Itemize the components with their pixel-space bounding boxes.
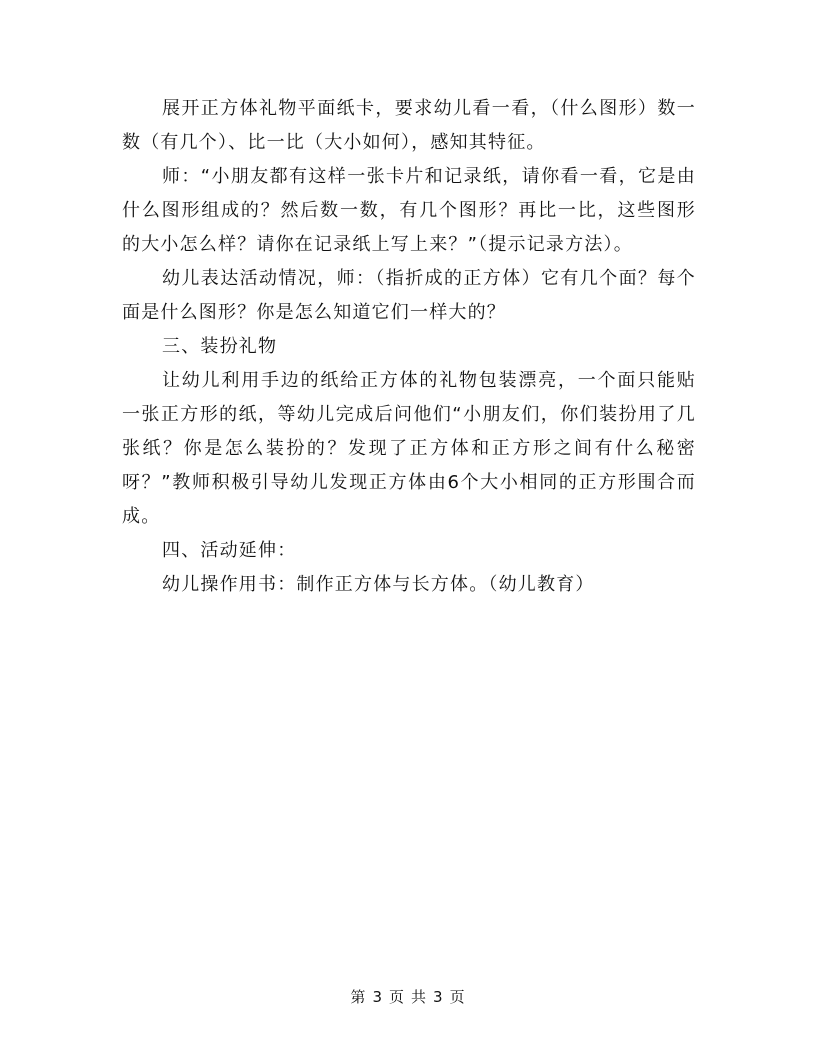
paragraph-children-express: 幼儿表达活动情况，师：（指折成的正方体）它有几个面？每个面是什么图形？你是怎么知道它们一样大的？	[122, 268, 696, 323]
paragraph-intro: 展开正方体礼物平面纸卡，要求幼儿看一看，（什么图形）数一数（有几个）、比一比（大小如何），感知其特征。	[122, 98, 696, 153]
footer-current-page: 3	[372, 988, 383, 1006]
paragraph-teacher-prompt: 师：“小朋友都有这样一张卡片和记录纸，请你看一看，它是由什么图形组成的？然后数一数，有几个图形？再比一比，这些图形的大小怎么样？请你在记录纸上写上来？”（提示记录方法）。	[122, 166, 696, 255]
footer-prefix: 第	[350, 988, 367, 1006]
section-heading-extension: 四、活动延伸：	[162, 540, 297, 561]
footer-total-word: 共	[411, 988, 428, 1006]
section-heading-decorate: 三、装扮礼物	[162, 336, 278, 357]
paragraph-extension: 幼儿操作用书：制作正方体与长方体。（幼儿教育）	[162, 574, 595, 595]
page-footer	[0, 986, 816, 1007]
footer-page-word: 页	[388, 988, 405, 1006]
footer-total-pages: 3	[433, 988, 444, 1006]
footer-suffix: 页	[449, 988, 466, 1006]
paragraph-decorate-gift: 让幼儿利用手边的纸给正方体的礼物包装漂亮，一个面只能贴一张正方形的纸，等幼儿完成后问他们“小朋友们，你们装扮用了几张纸？你是怎么装扮的？发现了正方体和正方形之间有什么秘密呀？”教师积极引导幼儿发现正方体由6个大小相同的正方形围合而成。	[122, 370, 696, 527]
document-body	[122, 92, 696, 602]
